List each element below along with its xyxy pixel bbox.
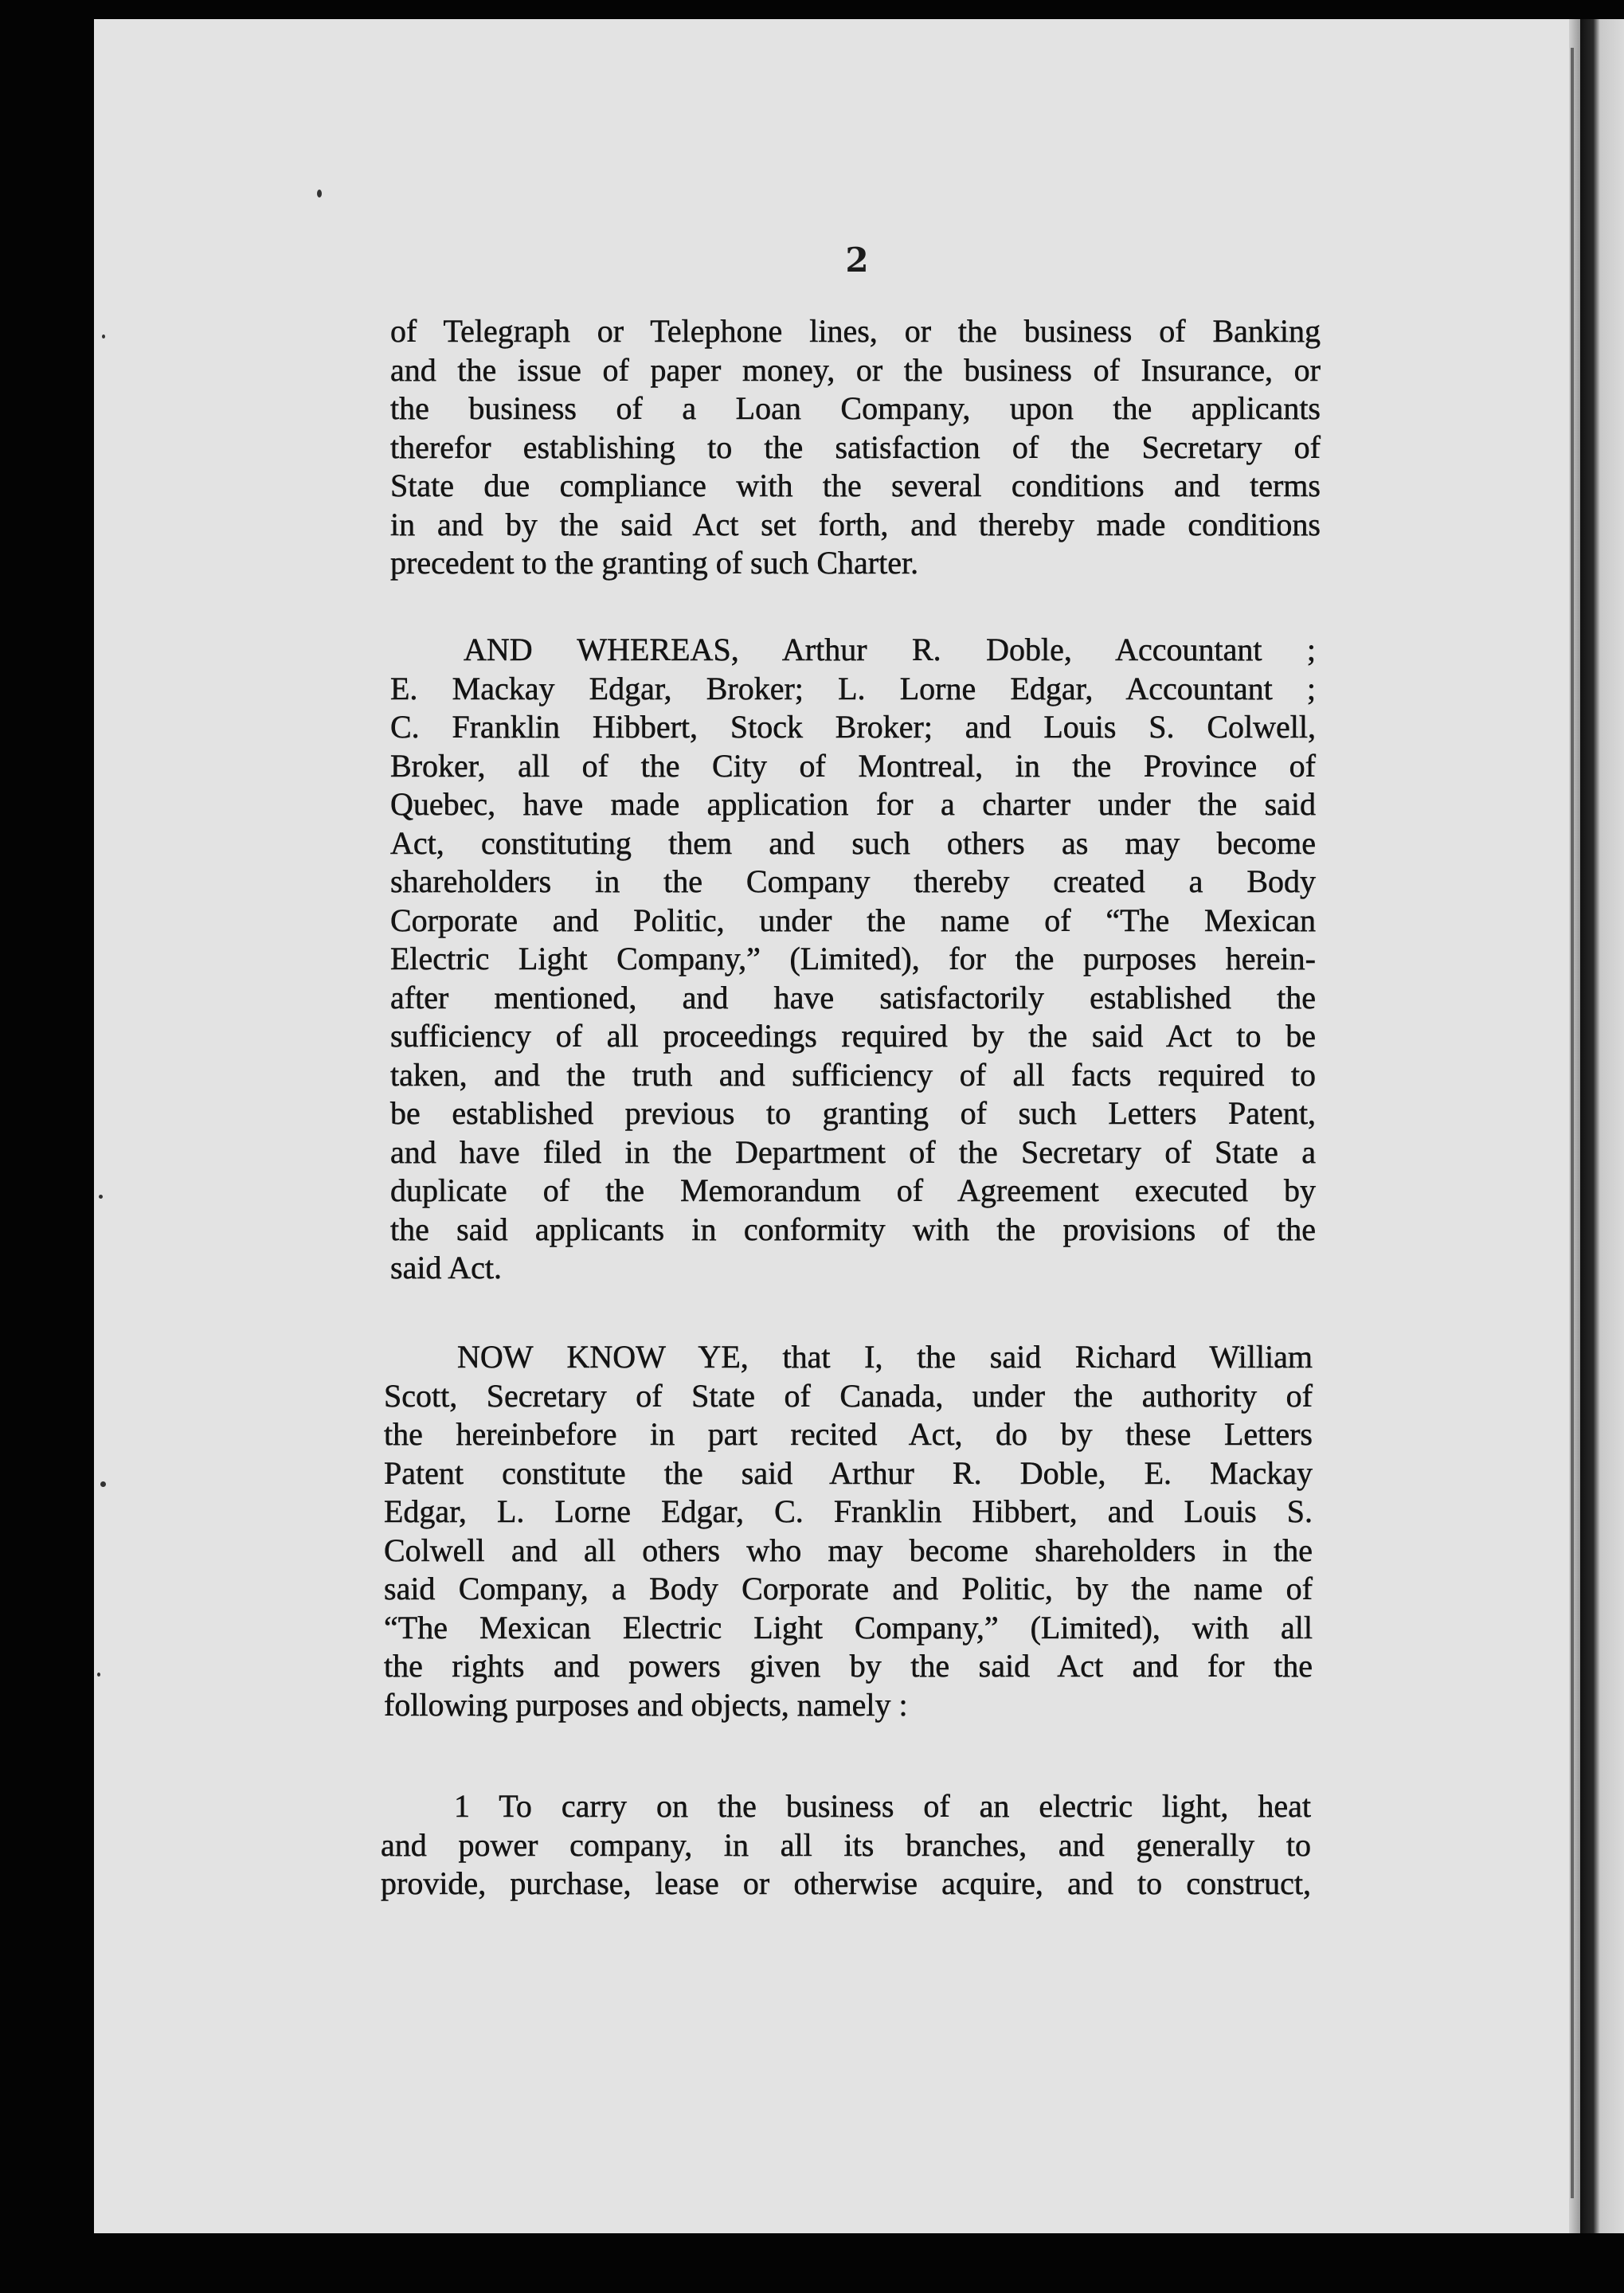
text-line: of Telegraph or Telephone lines, or the business of Banking — [390, 313, 1321, 349]
text-line: NOW KNOW YE, that I, the said Richard William — [457, 1339, 1313, 1375]
text-line: and the issue of paper money, or the business of Insurance, or — [390, 351, 1321, 388]
scan-speck — [317, 190, 322, 198]
text-line: the rights and powers given by the said Act and for the — [384, 1648, 1313, 1684]
text-line: duplicate of the Memorandum of Agreement executed by — [390, 1172, 1316, 1208]
text-line: “The Mexican Electric Light Company,” (Limited), with all — [384, 1609, 1313, 1645]
text-line: the said applicants in conformity with the provisions of the — [390, 1211, 1316, 1247]
text-line: following purposes and objects, namely : — [384, 1686, 908, 1723]
text-line: shareholders in the Company thereby created a Body — [390, 863, 1316, 899]
text-line: the business of a Loan Company, upon the applicants — [390, 390, 1321, 426]
text-line: precedent to the granting of such Charter. — [390, 545, 919, 581]
adjacent-page-edge — [1580, 19, 1624, 2233]
text-line: Patent constitute the said Arthur R. Doble, E. Mackay — [384, 1454, 1313, 1491]
scan-speck — [99, 1195, 103, 1199]
paragraph-2 — [390, 631, 1316, 1288]
paragraph-4 — [381, 1787, 1311, 1904]
text-line: said Company, a Body Corporate and Politic, by the name of — [384, 1571, 1313, 1606]
text-line: Quebec, have made application for a charter under the said — [390, 786, 1316, 822]
text-line: State due compliance with the several conditions and terms — [390, 468, 1321, 503]
text-line: the hereinbefore in part recited Act, do by these Letters — [384, 1416, 1313, 1452]
text-line: Scott, Secretary of State of Canada, under the authority of — [384, 1377, 1313, 1414]
text-line: Act, constituting them and such others as may become — [390, 824, 1316, 861]
text-line: therefor establishing to the satisfaction of the Secretary of — [390, 428, 1321, 465]
text-line: be established previous to granting of such Letters Patent, — [390, 1095, 1316, 1131]
text-line: Corporate and Politic, under the name of “The Mexican — [390, 902, 1316, 938]
text-line: AND WHEREAS, Arthur R. Doble, Accountant ; — [464, 632, 1316, 667]
text-line: in and by the said Act set forth, and thereby made conditions — [390, 506, 1321, 542]
scan-speck — [97, 1673, 100, 1677]
paragraph-3 — [384, 1338, 1313, 1724]
text-line: and power company, in all its branches, and generally to — [381, 1826, 1311, 1863]
text-line: taken, and the truth and sufficiency of all facts required to — [390, 1056, 1316, 1093]
scan-speck — [100, 1481, 106, 1487]
text-line: Colwell and all others who may become shareholders in the — [384, 1532, 1313, 1568]
text-line: sufficiency of all proceedings required by the said Act to be — [390, 1018, 1316, 1054]
text-line: Broker, all of the City of Montreal, in the Province of — [390, 747, 1316, 784]
text-line: E. Mackay Edgar, Broker; L. Lorne Edgar, Accountant ; — [390, 670, 1316, 706]
text-line: provide, purchase, lease or otherwise acquire, and to construct, — [381, 1865, 1311, 1901]
text-line: C. Franklin Hibbert, Stock Broker; and Louis S. Colwell, — [390, 709, 1316, 745]
text-line: 1 To carry on the business of an electric light, heat — [454, 1788, 1311, 1824]
text-line: Electric Light Company,” (Limited), for the purposes herein- — [390, 941, 1316, 976]
paragraph-1 — [390, 312, 1321, 583]
text-line: said Act. — [390, 1250, 502, 1285]
page-number: 2 — [845, 241, 869, 280]
scan-speck — [102, 335, 105, 338]
text-line: and have filed in the Department of the Secretary of State a — [390, 1133, 1316, 1170]
binding-line — [1571, 48, 1574, 2198]
text-line: Edgar, L. Lorne Edgar, C. Franklin Hibbert, and Louis S. — [384, 1493, 1313, 1529]
text-line: after mentioned, and have satisfactorily established the — [390, 979, 1316, 1015]
